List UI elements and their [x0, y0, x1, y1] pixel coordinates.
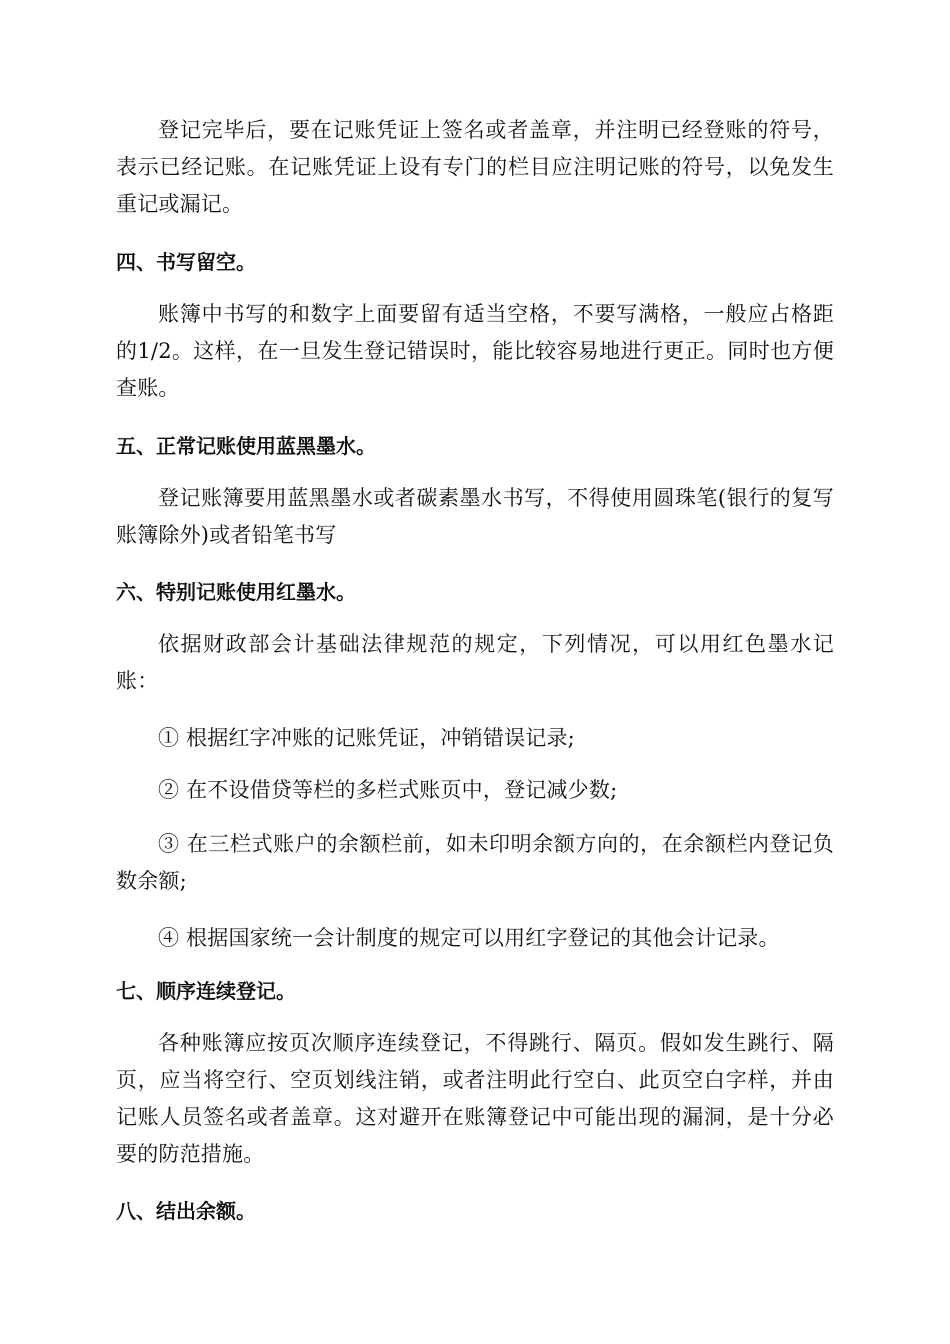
- paragraph-registration-sign: 登记完毕后，要在记账凭证上签名或者盖章，并注明已经登账的符号，表示已经记账。在记账凭证上设有专门的栏目应注明记账的符号，以免发生重记或漏记。: [116, 118, 834, 216]
- list-item-1: ① 根据红字冲账的记账凭证，冲销错误记录;: [158, 726, 575, 750]
- paragraph-section-6: 依据财政部会计基础法律规范的规定，下列情况，可以用红色墨水记账：: [116, 632, 834, 693]
- heading-section-8: 八、结出余额。: [116, 1199, 256, 1223]
- paragraph-section-5: 登记账簿要用蓝黑墨水或者碳素墨水书写，不得使用圆珠笔(银行的复写账簿除外)或者铅笔书写: [116, 486, 834, 547]
- list-item-3: ③ 在三栏式账户的余额栏前，如未印明余额方向的，在余额栏内登记负数余额;: [116, 832, 834, 893]
- list-item-4: ④ 根据国家统一会计制度的规定可以用红字登记的其他会计记录。: [158, 926, 780, 950]
- heading-section-6: 六、特别记账使用红墨水。: [116, 580, 356, 604]
- list-item-2: ② 在不设借贷等栏的多栏式账页中，登记减少数;: [158, 778, 618, 802]
- heading-section-7: 七、顺序连续登记。: [116, 979, 296, 1003]
- paragraph-section-7: 各种账簿应按页次顺序连续登记，不得跳行、隔页。假如发生跳行、隔页，应当将空行、空页划线注销，或者注明此行空白、此页空白字样，并由记账人员签名或者盖章。这对避开在账簿登记中可能出现的漏洞，是十分必要的防范措施。: [116, 1031, 834, 1166]
- heading-section-5: 五、正常记账使用蓝黑墨水。: [116, 434, 376, 458]
- paragraph-section-4: 账簿中书写的和数字上面要留有适当空格，不要写满格，一般应占格距的1/2。这样，在一旦发生登记错误时，能比较容易地进行更正。同时也方便查账。: [116, 302, 834, 400]
- heading-section-4: 四、书写留空。: [116, 250, 256, 274]
